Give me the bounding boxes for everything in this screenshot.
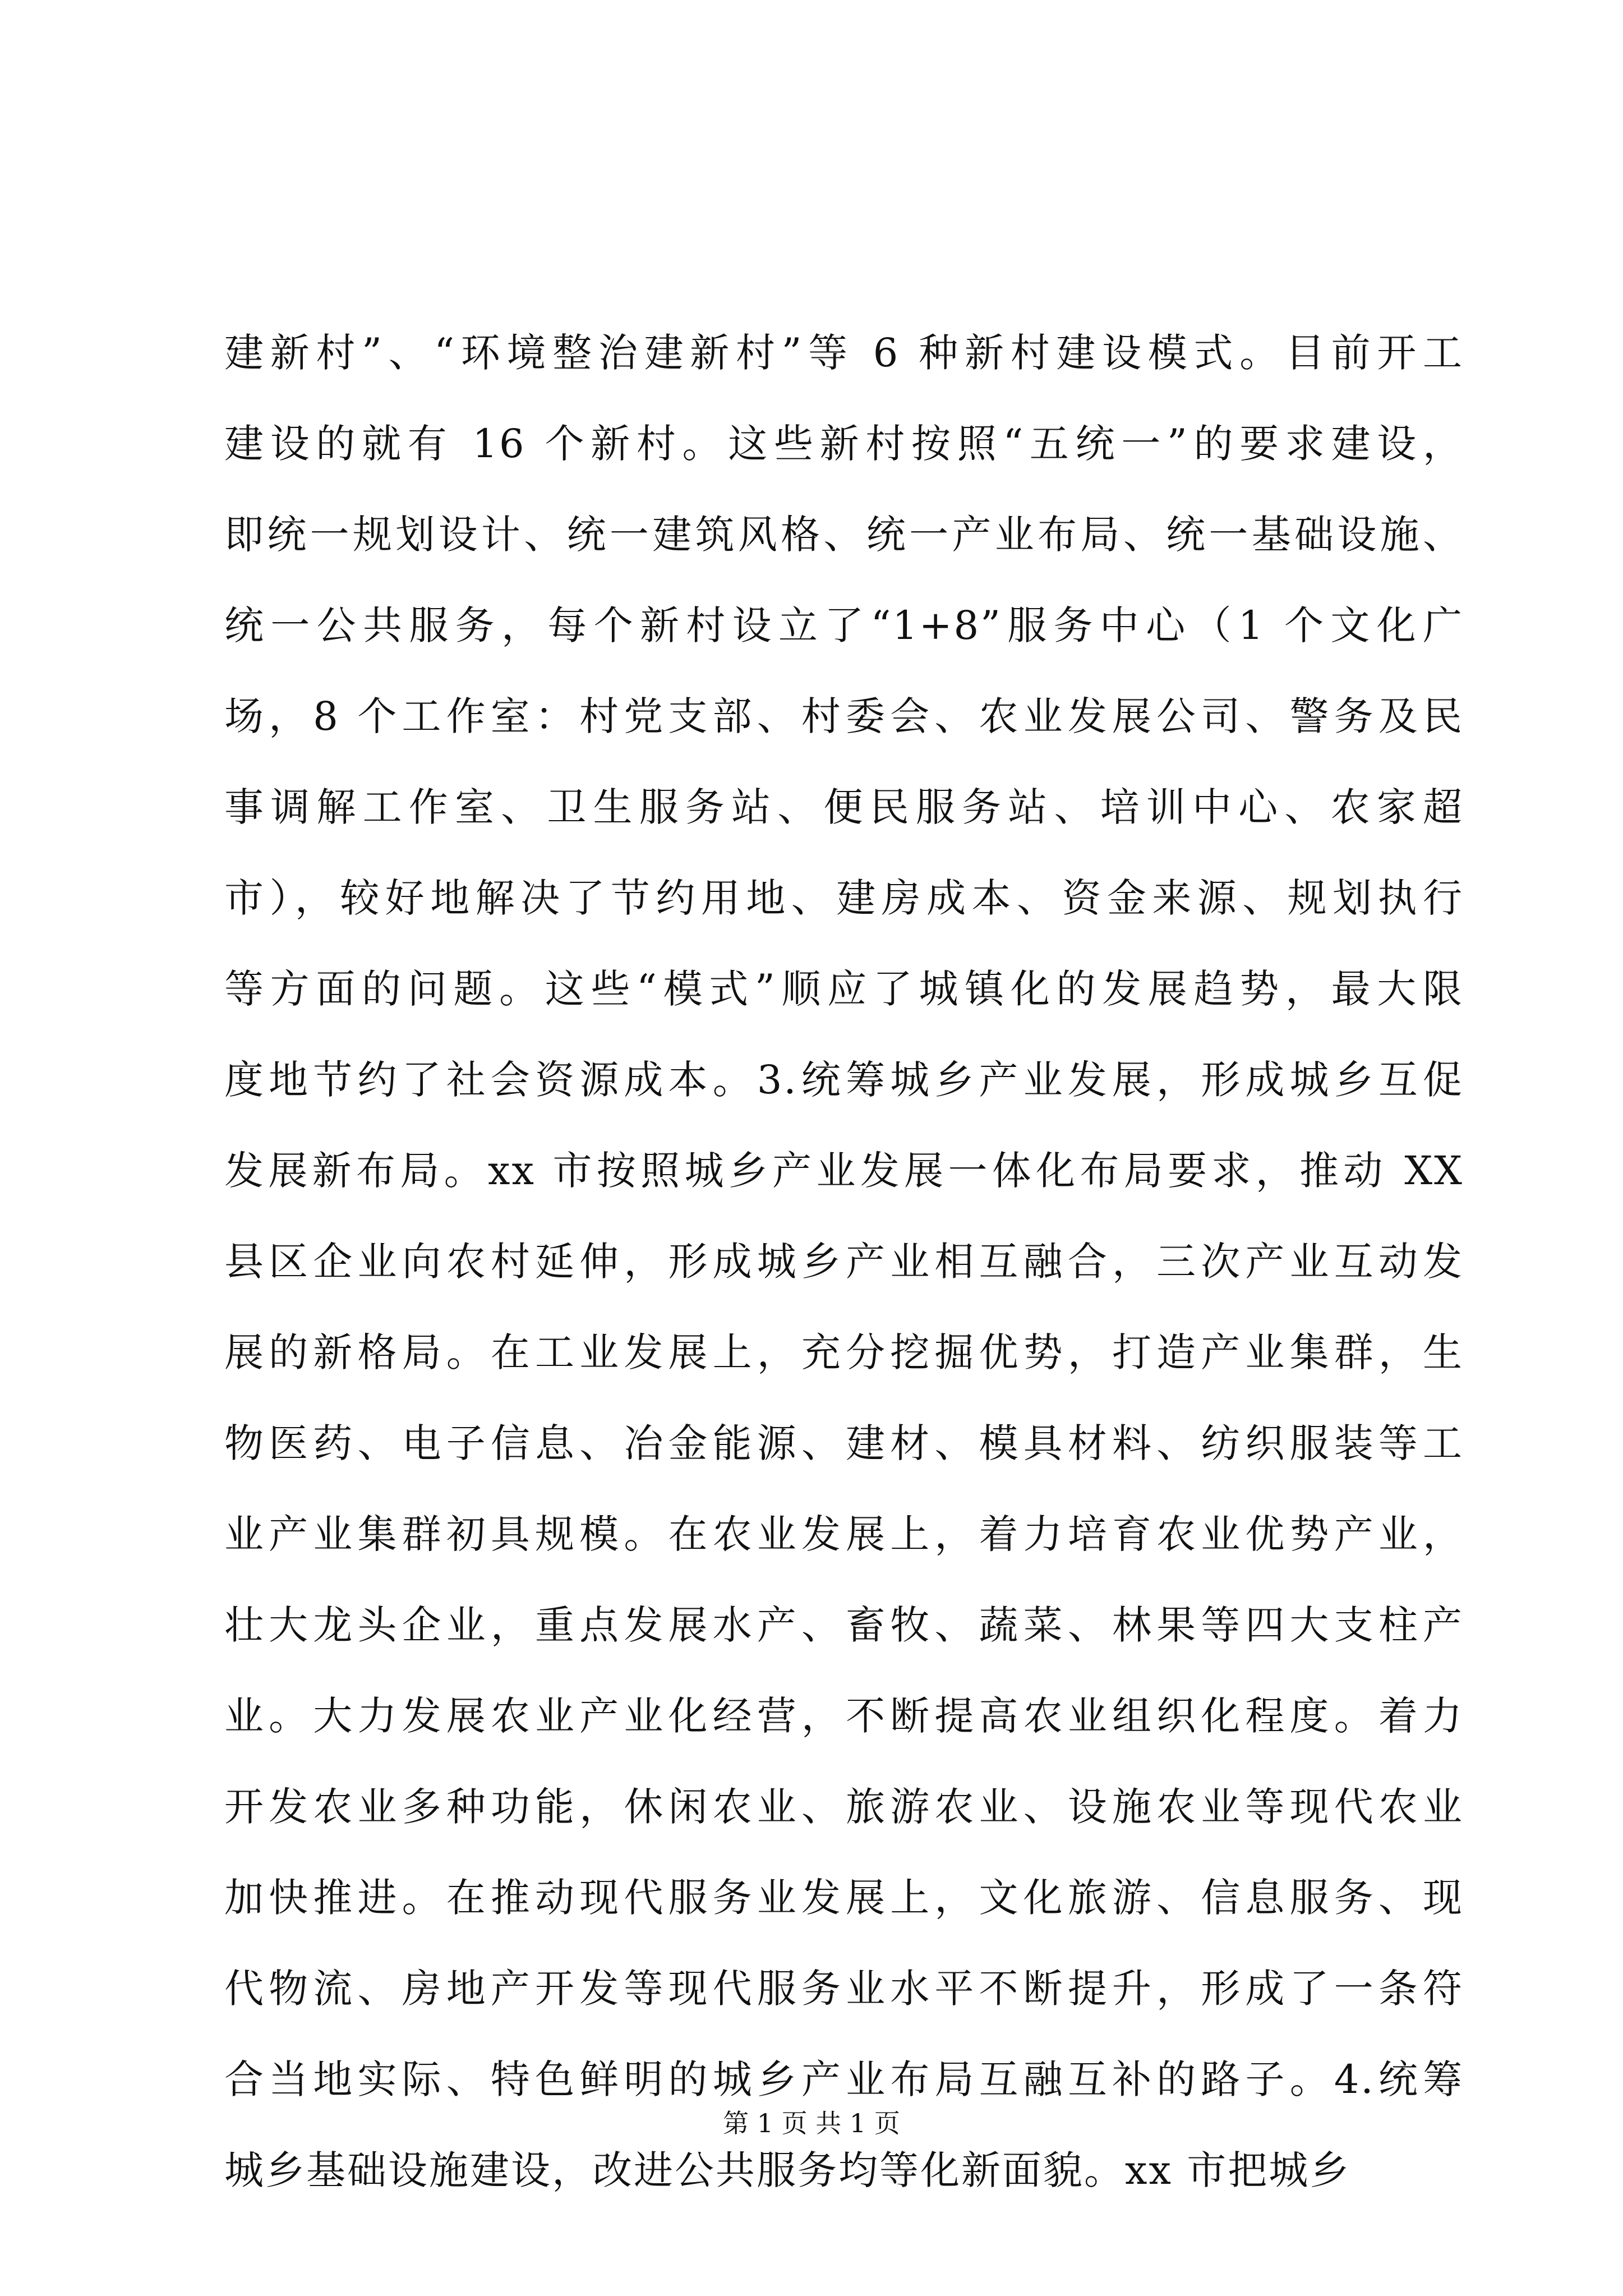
text-line: 建新村”、“环境整治建新村”等 6 种新村建设模式。目前开工 [224,330,1464,376]
text-line: 开发农业多种功能，休闲农业、旅游农业、设施农业等现代农业 [224,1784,1464,1830]
text-line: 业产业集群初具规模。在农业发展上，着力培育农业优势产业， [224,1511,1464,1557]
text-line: 场，8 个工作室：村党支部、村委会、农业发展公司、警务及民 [224,693,1464,739]
text-line: 统一公共服务，每个新村设立了“1+8”服务中心（1 个文化广 [224,602,1464,648]
text-line: 业。大力发展农业产业化经营，不断提高农业组织化程度。着力 [224,1693,1464,1739]
text-line: 度地节约了社会资源成本。3.统筹城乡产业发展，形成城乡互促 [224,1057,1464,1103]
body-text [224,307,1464,2216]
page-number-footer: 第 1 页 共 1 页 [723,2108,900,2138]
text-line: 壮大龙头企业，重点发展水产、畜牧、蔬菜、林果等四大支柱产 [224,1602,1464,1648]
text-line: 代物流、房地产开发等现代服务业水平不断提升，形成了一条符 [224,1966,1464,2012]
text-line: 加快推进。在推动现代服务业发展上，文化旅游、信息服务、现 [224,1875,1464,1921]
text-line: 建设的就有 16 个新村。这些新村按照“五统一”的要求建设， [224,421,1464,467]
text-line: 市），较好地解决了节约用地、建房成本、资金来源、规划执行 [224,875,1464,921]
text-line: 即统一规划设计、统一建筑风格、统一产业布局、统一基础设施、 [224,512,1464,558]
text-line: 城乡基础设施建设，改进公共服务均等化新面貌。xx 市把城乡 [224,2147,1351,2193]
text-line: 等方面的问题。这些“模式”顺应了城镇化的发展趋势，最大限 [224,966,1464,1012]
text-line: 事调解工作室、卫生服务站、便民服务站、培训中心、农家超 [224,784,1464,830]
text-line: 县区企业向农村延伸，形成城乡产业相互融合，三次产业互动发 [224,1239,1464,1285]
text-line: 展的新格局。在工业发展上，充分挖掘优势，打造产业集群，生 [224,1329,1464,1375]
text-line: 合当地实际、特色鲜明的城乡产业布局互融互补的路子。4.统筹 [224,2056,1464,2102]
text-line: 物医药、电子信息、冶金能源、建材、模具材料、纺织服装等工 [224,1420,1464,1466]
text-line: 发展新布局。xx 市按照城乡产业发展一体化布局要求，推动 XX [224,1148,1464,1194]
